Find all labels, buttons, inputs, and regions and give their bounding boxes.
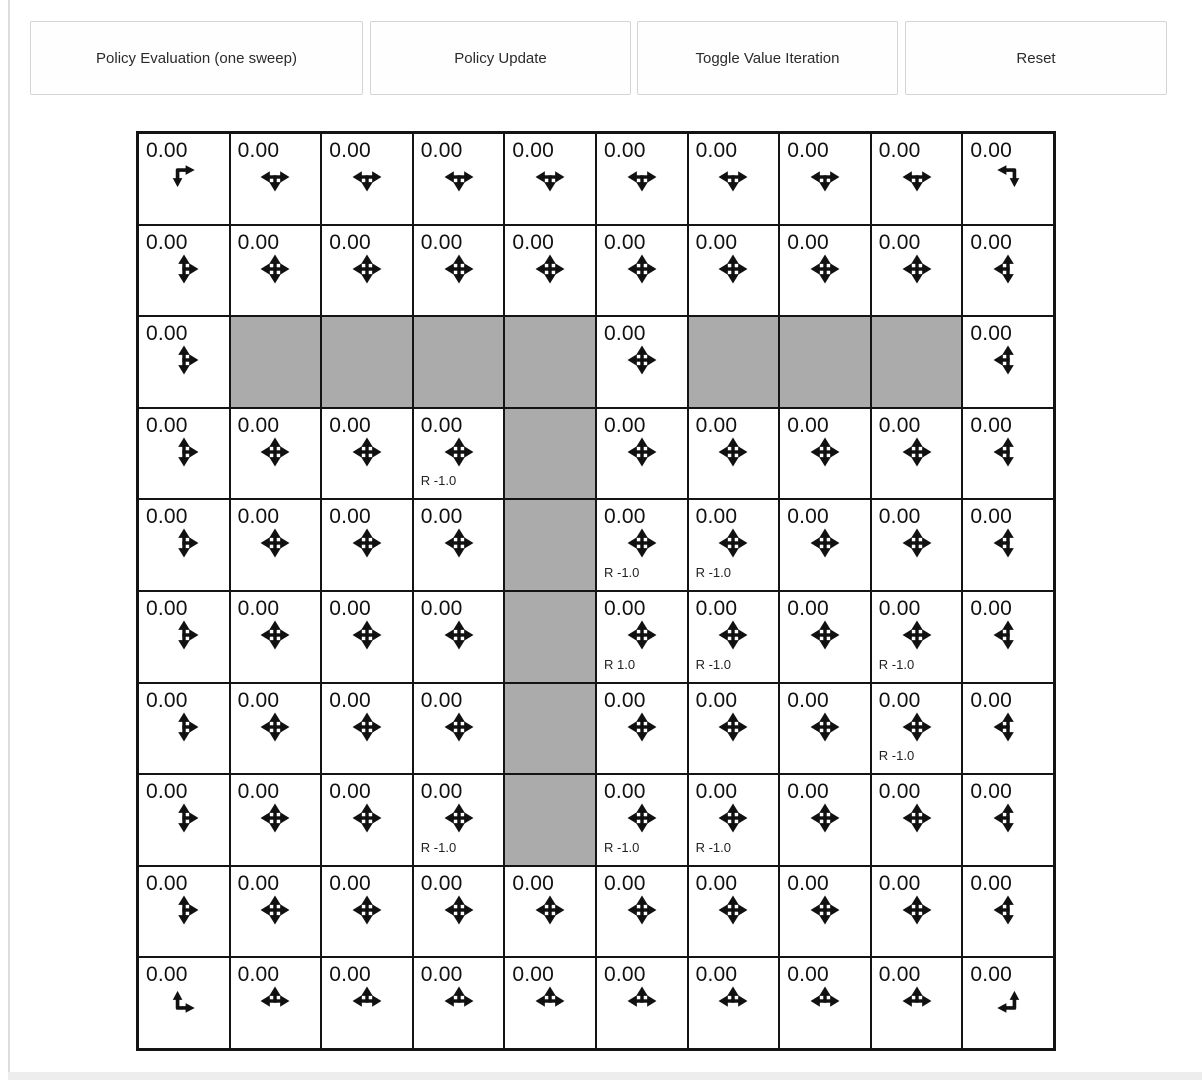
policy-arrows-icon — [689, 254, 779, 284]
policy-arrows-icon — [231, 712, 321, 742]
cell-value: 0.00 — [603, 230, 646, 254]
grid-cell — [230, 957, 322, 1049]
grid-cell — [504, 866, 596, 958]
cell-value: 0.00 — [329, 413, 371, 437]
policy-arrows-icon — [689, 620, 779, 650]
wall-cell — [688, 316, 780, 408]
grid-cell — [138, 316, 230, 408]
reward-label: R -1.0 — [603, 839, 640, 855]
grid-cell — [138, 774, 230, 866]
policy-arrows-icon — [414, 620, 504, 650]
reward-label: R -1.0 — [878, 748, 915, 764]
toggle-value-iteration-button[interactable]: Toggle Value Iteration — [637, 21, 898, 95]
cell-value: 0.00 — [603, 596, 646, 620]
grid-cell — [413, 225, 505, 317]
cell-value: 0.00 — [878, 963, 921, 987]
cell-value: 0.00 — [329, 230, 371, 254]
cell-value: 0.00 — [146, 322, 188, 346]
cell-value: 0.00 — [329, 139, 371, 162]
wall-cell — [504, 499, 596, 591]
grid-cell — [413, 957, 505, 1049]
grid-cell — [871, 957, 963, 1049]
policy-arrows-icon — [322, 895, 412, 925]
cell-value: 0.00 — [695, 139, 738, 162]
policy-arrows-icon — [597, 528, 687, 558]
cell-value: 0.00 — [146, 139, 188, 162]
grid-cell — [138, 499, 230, 591]
policy-arrows-icon — [689, 895, 779, 925]
policy-arrows-icon — [963, 528, 1053, 558]
policy-update-button[interactable]: Policy Update — [370, 21, 631, 95]
policy-arrows-icon — [322, 803, 412, 833]
policy-arrows-icon — [597, 437, 687, 467]
wall-cell — [504, 316, 596, 408]
cell-value: 0.00 — [787, 596, 829, 620]
policy-arrows-icon — [231, 528, 321, 558]
policy-arrows-icon — [963, 345, 1053, 375]
grid-cell — [871, 683, 963, 775]
wall-cell — [321, 316, 413, 408]
policy-arrows-icon — [231, 437, 321, 467]
cell-value: 0.00 — [420, 505, 463, 529]
policy-arrows-icon — [414, 162, 504, 192]
grid-cell — [688, 499, 780, 591]
policy-arrows-icon — [963, 895, 1053, 925]
policy-arrows-icon — [689, 712, 779, 742]
grid-cell — [230, 133, 322, 225]
policy-arrows-icon — [689, 437, 779, 467]
grid-cell — [596, 957, 688, 1049]
policy-arrows-icon — [872, 162, 962, 192]
policy-arrows-icon — [414, 528, 504, 558]
cell-value: 0.00 — [512, 139, 555, 162]
cell-value: 0.00 — [695, 780, 738, 804]
policy-arrows-icon — [780, 162, 870, 192]
grid-cell — [138, 866, 230, 958]
cell-value: 0.00 — [603, 139, 646, 162]
cell-value: 0.00 — [420, 780, 463, 804]
grid-cell — [871, 866, 963, 958]
cell-value: 0.00 — [237, 596, 280, 620]
cell-value: 0.00 — [695, 230, 738, 254]
grid-cell — [779, 774, 871, 866]
policy-arrows-icon — [597, 895, 687, 925]
cell-value: 0.00 — [787, 230, 829, 254]
grid-cell — [596, 866, 688, 958]
cell-value: 0.00 — [512, 963, 555, 987]
policy-arrows-icon — [872, 528, 962, 558]
cell-value: 0.00 — [603, 780, 646, 804]
policy-arrows-icon — [780, 437, 870, 467]
grid-cell — [596, 316, 688, 408]
cell-value: 0.00 — [603, 688, 646, 712]
cell-value: 0.00 — [420, 688, 463, 712]
grid-cell — [321, 133, 413, 225]
policy-evaluation-button[interactable]: Policy Evaluation (one sweep) — [30, 21, 363, 95]
cell-value: 0.00 — [695, 413, 738, 437]
cell-value: 0.00 — [787, 871, 829, 895]
policy-arrows-icon — [872, 712, 962, 742]
policy-arrows-icon — [414, 712, 504, 742]
cell-value: 0.00 — [878, 780, 921, 804]
reward-label: R 1.0 — [603, 656, 636, 672]
grid-cell — [230, 499, 322, 591]
grid-cell — [596, 408, 688, 500]
wall-cell — [504, 683, 596, 775]
grid-cell — [321, 499, 413, 591]
cell-value: 0.00 — [603, 322, 646, 346]
reward-label: R -1.0 — [603, 564, 640, 580]
policy-arrows-icon — [322, 162, 412, 192]
cell-value: 0.00 — [787, 688, 829, 712]
reward-label: R -1.0 — [420, 839, 457, 855]
policy-arrows-icon — [322, 254, 412, 284]
policy-arrows-icon — [231, 254, 321, 284]
cell-value: 0.00 — [970, 688, 1013, 712]
cell-value: 0.00 — [146, 871, 188, 895]
policy-arrows-icon — [231, 620, 321, 650]
cell-value: 0.00 — [878, 230, 921, 254]
policy-arrows-icon — [139, 254, 229, 284]
cell-value: 0.00 — [878, 139, 921, 162]
policy-arrows-icon — [689, 528, 779, 558]
grid-cell — [138, 133, 230, 225]
policy-arrows-icon — [139, 437, 229, 467]
grid-cell — [413, 774, 505, 866]
cell-value: 0.00 — [329, 505, 371, 529]
grid-cell — [962, 499, 1054, 591]
grid-cell — [230, 683, 322, 775]
cell-value: 0.00 — [420, 871, 463, 895]
cell-value: 0.00 — [878, 688, 921, 712]
policy-arrows-icon — [780, 986, 870, 1016]
cell-value: 0.00 — [878, 413, 921, 437]
cell-value: 0.00 — [329, 963, 371, 987]
grid-cell — [596, 499, 688, 591]
policy-arrows-icon — [139, 620, 229, 650]
grid-cell — [230, 774, 322, 866]
gridworld-grid — [136, 131, 1056, 1051]
cell-value: 0.00 — [146, 413, 188, 437]
bottom-edge-divider — [8, 1072, 1202, 1080]
reward-label: R -1.0 — [420, 473, 457, 489]
policy-arrows-icon — [963, 162, 1053, 192]
grid-cell — [596, 683, 688, 775]
grid-cell — [871, 499, 963, 591]
grid-cell — [413, 591, 505, 683]
cell-value: 0.00 — [970, 871, 1013, 895]
grid-cell — [504, 957, 596, 1049]
policy-arrows-icon — [414, 803, 504, 833]
grid-cell — [321, 408, 413, 500]
wall-cell — [413, 316, 505, 408]
policy-arrows-icon — [414, 895, 504, 925]
wall-cell — [504, 591, 596, 683]
grid-cell — [962, 957, 1054, 1049]
grid-cell — [321, 683, 413, 775]
policy-arrows-icon — [872, 986, 962, 1016]
policy-arrows-icon — [597, 712, 687, 742]
cell-value: 0.00 — [420, 413, 463, 437]
cell-value: 0.00 — [512, 230, 555, 254]
cell-value: 0.00 — [237, 139, 280, 162]
cell-value: 0.00 — [329, 596, 371, 620]
cell-value: 0.00 — [787, 963, 829, 987]
policy-arrows-icon — [231, 986, 321, 1016]
grid-cell — [230, 591, 322, 683]
cell-value: 0.00 — [695, 963, 738, 987]
policy-arrows-icon — [139, 345, 229, 375]
policy-arrows-icon — [597, 986, 687, 1016]
policy-arrows-icon — [963, 620, 1053, 650]
policy-arrows-icon — [872, 254, 962, 284]
cell-value: 0.00 — [146, 230, 188, 254]
cell-value: 0.00 — [237, 871, 280, 895]
policy-arrows-icon — [322, 528, 412, 558]
grid-cell — [504, 225, 596, 317]
cell-value: 0.00 — [237, 505, 280, 529]
cell-value: 0.00 — [146, 780, 188, 804]
grid-cell — [230, 408, 322, 500]
grid-cell — [779, 133, 871, 225]
policy-arrows-icon — [689, 803, 779, 833]
policy-arrows-icon — [597, 803, 687, 833]
left-edge-divider — [8, 0, 10, 1080]
policy-arrows-icon — [139, 803, 229, 833]
grid-cell — [413, 499, 505, 591]
policy-arrows-icon — [322, 986, 412, 1016]
grid-cell — [779, 957, 871, 1049]
cell-value: 0.00 — [603, 505, 646, 529]
grid-cell — [138, 591, 230, 683]
grid-cell — [962, 774, 1054, 866]
cell-value: 0.00 — [603, 413, 646, 437]
grid-cell — [962, 591, 1054, 683]
policy-arrows-icon — [872, 895, 962, 925]
policy-arrows-icon — [505, 895, 595, 925]
grid-cell — [596, 133, 688, 225]
policy-arrows-icon — [780, 254, 870, 284]
cell-value: 0.00 — [146, 688, 188, 712]
policy-arrows-icon — [414, 437, 504, 467]
cell-value: 0.00 — [970, 322, 1013, 346]
cell-value: 0.00 — [237, 230, 280, 254]
grid-cell — [596, 591, 688, 683]
grid-cell — [688, 133, 780, 225]
policy-arrows-icon — [963, 254, 1053, 284]
policy-arrows-icon — [231, 162, 321, 192]
cell-value: 0.00 — [695, 688, 738, 712]
reward-label: R -1.0 — [878, 656, 915, 672]
grid-cell — [688, 866, 780, 958]
policy-arrows-icon — [780, 895, 870, 925]
policy-arrows-icon — [780, 803, 870, 833]
policy-arrows-icon — [139, 895, 229, 925]
policy-arrows-icon — [963, 712, 1053, 742]
policy-arrows-icon — [505, 986, 595, 1016]
grid-cell — [321, 774, 413, 866]
cell-value: 0.00 — [237, 780, 280, 804]
cell-value: 0.00 — [878, 871, 921, 895]
wall-cell — [871, 316, 963, 408]
reward-label: R -1.0 — [695, 564, 731, 580]
policy-arrows-icon — [872, 803, 962, 833]
grid-cell — [138, 225, 230, 317]
reward-label: R -1.0 — [695, 839, 731, 855]
grid-cell — [504, 133, 596, 225]
cell-value: 0.00 — [695, 871, 738, 895]
cell-value: 0.00 — [695, 505, 738, 529]
policy-arrows-icon — [414, 254, 504, 284]
cell-value: 0.00 — [237, 963, 280, 987]
cell-value: 0.00 — [970, 139, 1013, 162]
policy-arrows-icon — [780, 712, 870, 742]
reward-label: R -1.0 — [695, 656, 731, 672]
cell-value: 0.00 — [878, 596, 921, 620]
cell-value: 0.00 — [970, 505, 1013, 529]
policy-arrows-icon — [322, 712, 412, 742]
grid-cell — [596, 225, 688, 317]
policy-arrows-icon — [231, 895, 321, 925]
policy-arrows-icon — [689, 162, 779, 192]
grid-cell — [779, 499, 871, 591]
cell-value: 0.00 — [329, 688, 371, 712]
cell-value: 0.00 — [878, 505, 921, 529]
policy-arrows-icon — [963, 803, 1053, 833]
grid-cell — [413, 133, 505, 225]
grid-cell — [871, 591, 963, 683]
cell-value: 0.00 — [787, 505, 829, 529]
grid-cell — [779, 866, 871, 958]
policy-arrows-icon — [963, 986, 1053, 1016]
policy-arrows-icon — [322, 620, 412, 650]
grid-cell — [962, 133, 1054, 225]
policy-arrows-icon — [872, 437, 962, 467]
cell-value: 0.00 — [420, 596, 463, 620]
policy-arrows-icon — [139, 528, 229, 558]
grid-cell — [688, 591, 780, 683]
grid-cell — [138, 683, 230, 775]
grid-cell — [871, 774, 963, 866]
cell-value: 0.00 — [512, 871, 555, 895]
cell-value: 0.00 — [787, 780, 829, 804]
grid-cell — [688, 774, 780, 866]
grid-cell — [871, 408, 963, 500]
cell-value: 0.00 — [237, 688, 280, 712]
grid-cell — [688, 957, 780, 1049]
grid-cell — [596, 774, 688, 866]
cell-value: 0.00 — [146, 505, 188, 529]
cell-value: 0.00 — [146, 963, 188, 987]
cell-value: 0.00 — [970, 963, 1013, 987]
policy-arrows-icon — [322, 437, 412, 467]
grid-cell — [321, 957, 413, 1049]
grid-cell — [230, 225, 322, 317]
grid-cell — [962, 408, 1054, 500]
policy-arrows-icon — [597, 254, 687, 284]
grid-cell — [688, 683, 780, 775]
policy-arrows-icon — [872, 620, 962, 650]
cell-value: 0.00 — [420, 963, 463, 987]
grid-cell — [321, 591, 413, 683]
cell-value: 0.00 — [237, 413, 280, 437]
wall-cell — [779, 316, 871, 408]
cell-value: 0.00 — [329, 871, 371, 895]
wall-cell — [230, 316, 322, 408]
policy-arrows-icon — [963, 437, 1053, 467]
policy-arrows-icon — [505, 162, 595, 192]
cell-value: 0.00 — [970, 413, 1013, 437]
grid-cell — [779, 683, 871, 775]
policy-arrows-icon — [597, 620, 687, 650]
policy-arrows-icon — [780, 528, 870, 558]
cell-value: 0.00 — [603, 963, 646, 987]
reset-button[interactable]: Reset — [905, 21, 1167, 95]
grid-cell — [413, 408, 505, 500]
cell-value: 0.00 — [787, 413, 829, 437]
cell-value: 0.00 — [970, 230, 1013, 254]
policy-arrows-icon — [689, 986, 779, 1016]
grid-cell — [230, 866, 322, 958]
grid-cell — [779, 591, 871, 683]
grid-cell — [413, 866, 505, 958]
cell-value: 0.00 — [146, 596, 188, 620]
grid-cell — [688, 225, 780, 317]
wall-cell — [504, 408, 596, 500]
cell-value: 0.00 — [787, 139, 829, 162]
policy-arrows-icon — [231, 803, 321, 833]
grid-cell — [962, 225, 1054, 317]
grid-cell — [413, 683, 505, 775]
cell-value: 0.00 — [970, 596, 1013, 620]
policy-arrows-icon — [139, 986, 229, 1016]
policy-arrows-icon — [414, 986, 504, 1016]
policy-arrows-icon — [139, 162, 229, 192]
grid-cell — [138, 957, 230, 1049]
cell-value: 0.00 — [420, 139, 463, 162]
policy-arrows-icon — [139, 712, 229, 742]
grid-cell — [321, 866, 413, 958]
grid-cell — [871, 225, 963, 317]
grid-cell — [138, 408, 230, 500]
grid-cell — [779, 408, 871, 500]
policy-arrows-icon — [597, 162, 687, 192]
wall-cell — [504, 774, 596, 866]
cell-value: 0.00 — [695, 596, 738, 620]
policy-arrows-icon — [780, 620, 870, 650]
grid-cell — [779, 225, 871, 317]
cell-value: 0.00 — [329, 780, 371, 804]
grid-cell — [962, 316, 1054, 408]
grid-cell — [321, 225, 413, 317]
policy-arrows-icon — [505, 254, 595, 284]
grid-cell — [962, 683, 1054, 775]
grid-cell — [962, 866, 1054, 958]
grid-cell — [688, 408, 780, 500]
cell-value: 0.00 — [603, 871, 646, 895]
policy-arrows-icon — [597, 345, 687, 375]
cell-value: 0.00 — [420, 230, 463, 254]
cell-value: 0.00 — [970, 780, 1013, 804]
grid-cell — [871, 133, 963, 225]
